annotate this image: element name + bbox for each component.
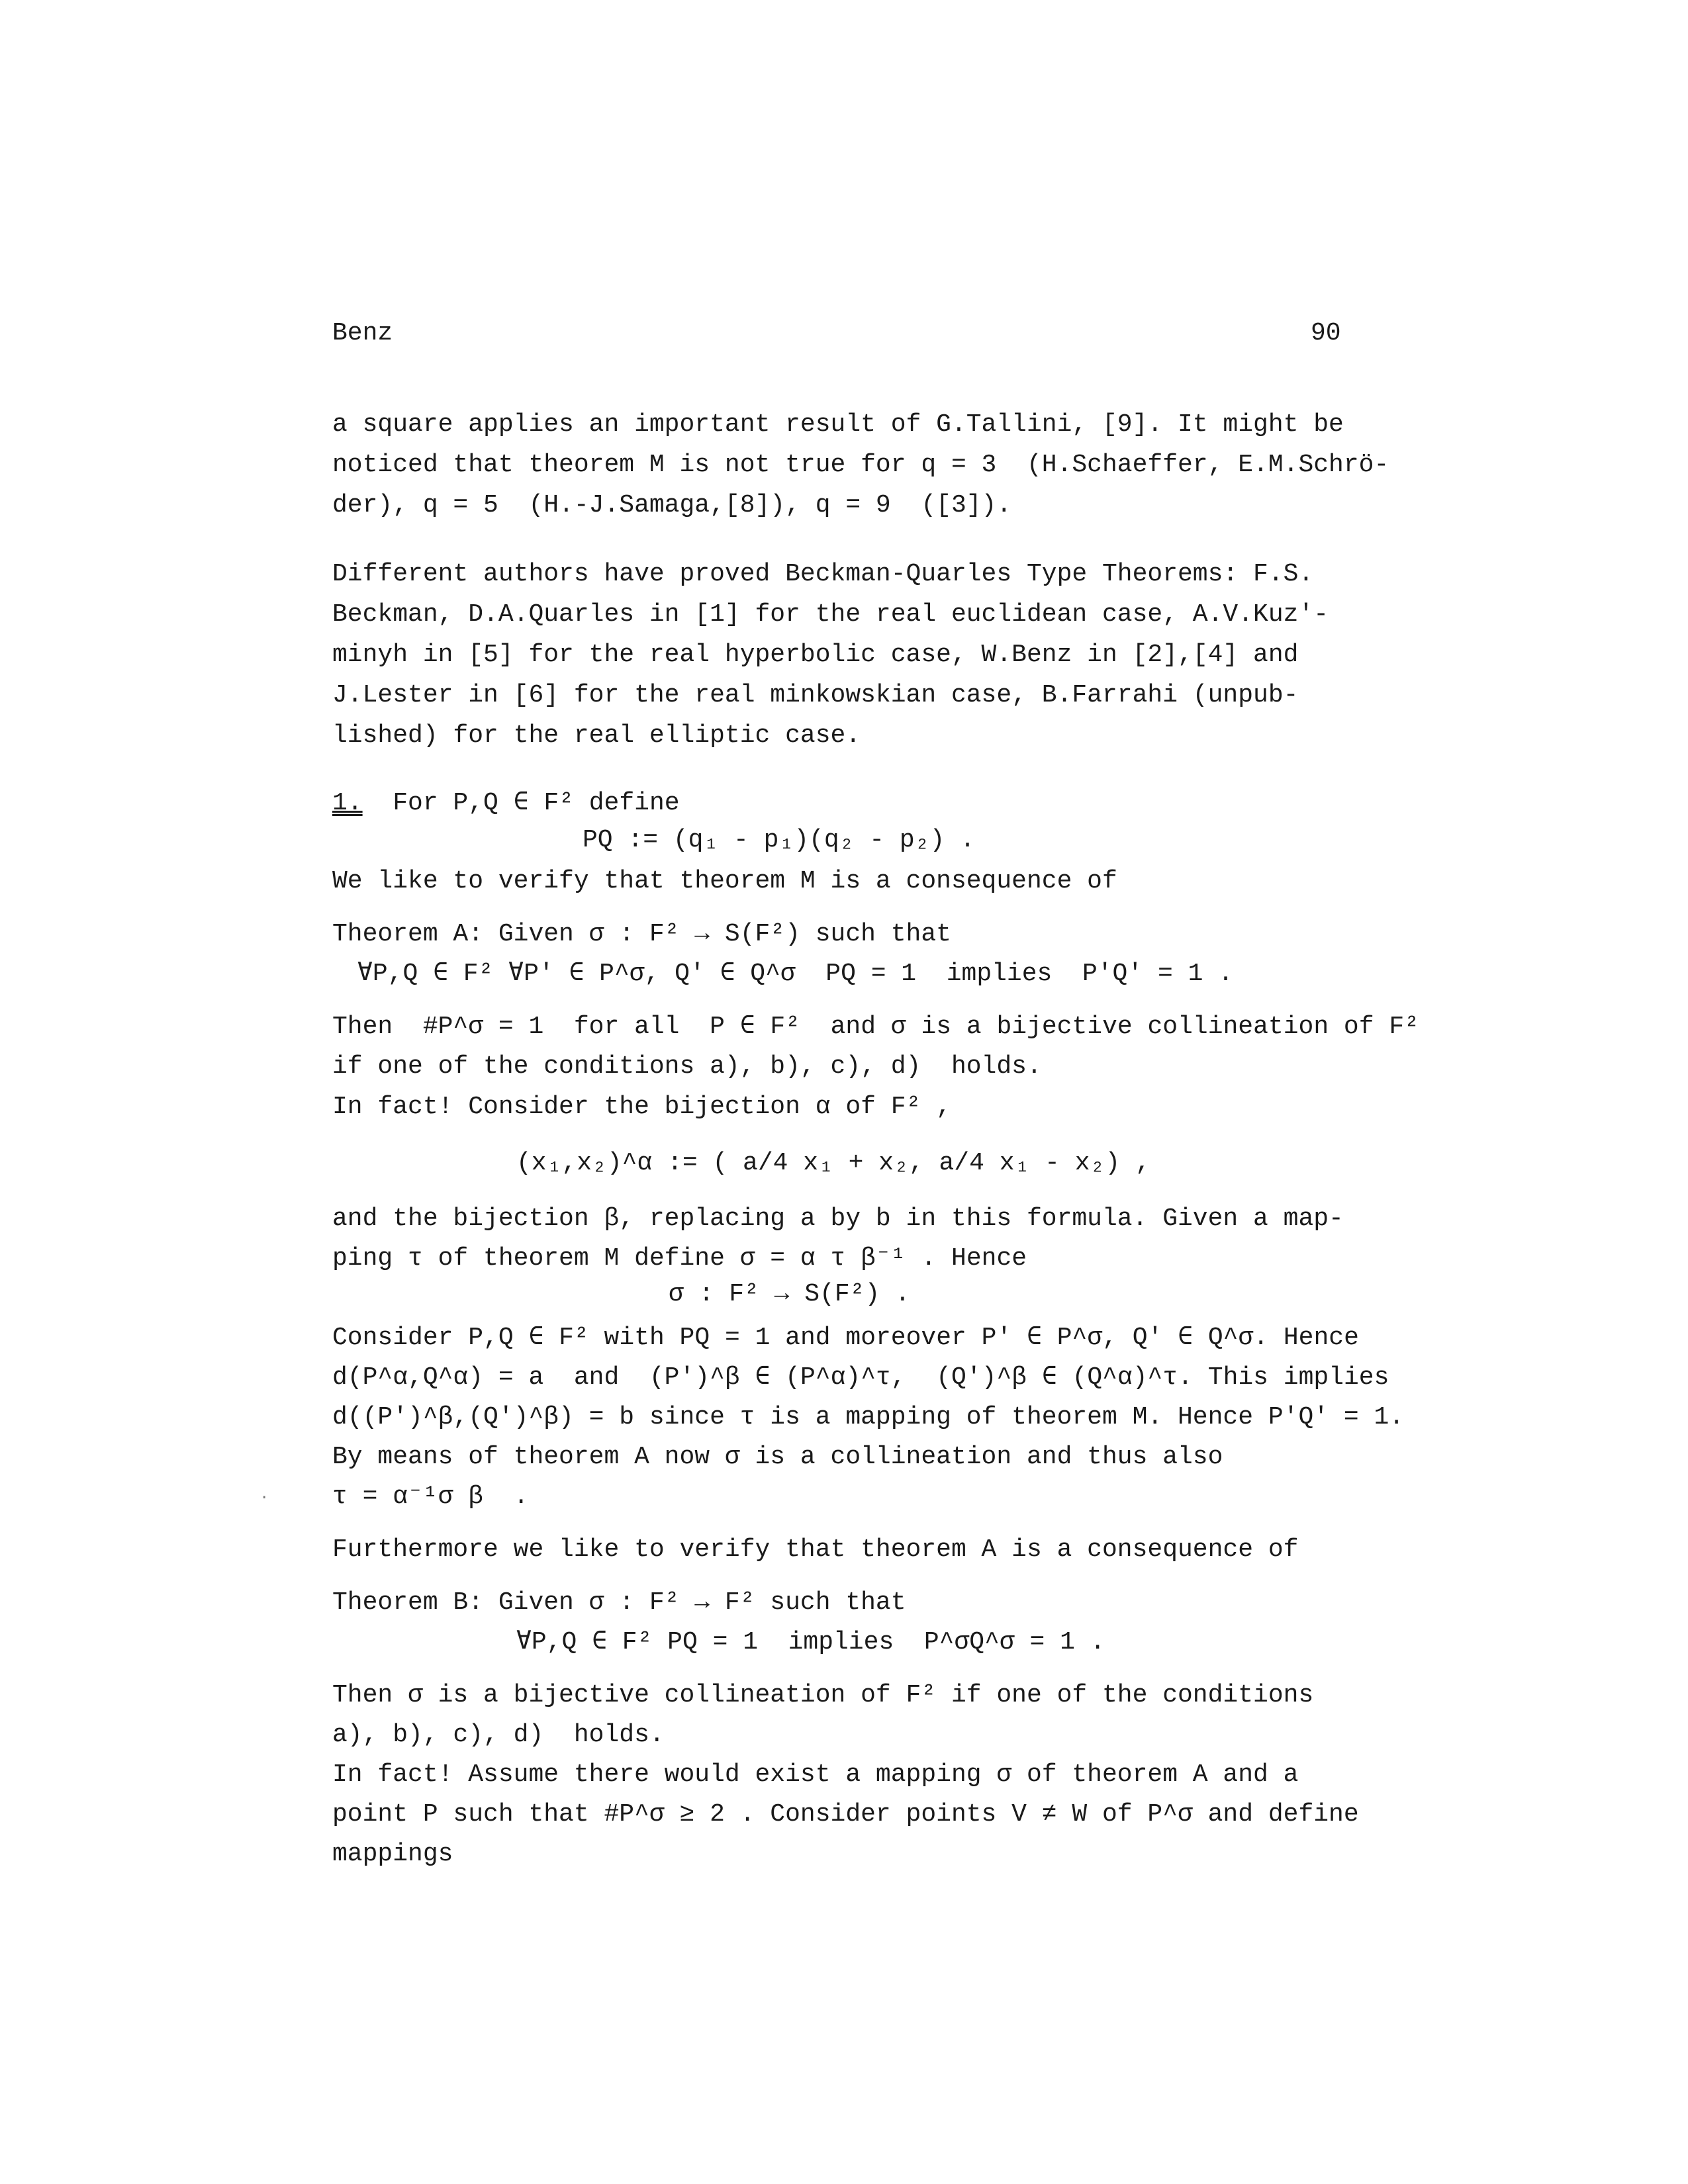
paragraph-line: d(P^α,Q^α) = a and (P')^β ∈ (P^α)^τ, (Q')^β ∈ (Q^α)^τ. This implies bbox=[332, 1363, 1389, 1392]
paragraph-line: Beckman, D.A.Quarles in [1] for the real euclidean case, A.V.Kuz'- bbox=[332, 600, 1329, 629]
paragraph-line: By means of theorem A now σ is a collineation and thus also bbox=[332, 1443, 1223, 1471]
paragraph-line: lished) for the real elliptic case. bbox=[332, 721, 861, 750]
paragraph-line: and the bijection β, replacing a by b in this formula. Given a map- bbox=[332, 1205, 1344, 1233]
paragraph-line: Then #P^σ = 1 for all P ∈ F² and σ is a bijective collineation of F² bbox=[332, 1013, 1419, 1041]
paragraph-line: Then σ is a bijective collineation of F² if one of the conditions bbox=[332, 1681, 1314, 1709]
paragraph-line: In fact! Assume there would exist a mapping σ of theorem A and a bbox=[332, 1760, 1299, 1789]
paragraph-line: a square applies an important result of G.Tallini, [9]. It might be bbox=[332, 410, 1344, 439]
theorem-a-statement: Theorem A: Given σ : F² → S(F²) such that bbox=[332, 920, 951, 948]
running-header-author: Benz bbox=[332, 319, 393, 347]
theorem-a-condition: ∀P,Q ∈ F² ∀P' ∈ P^σ, Q' ∈ Q^σ PQ = 1 implies P'Q' = 1 . bbox=[357, 960, 1233, 988]
paragraph-line: In fact! Consider the bijection α of F² , bbox=[332, 1093, 951, 1121]
paragraph-line: ping τ of theorem M define σ = α τ β⁻¹ . Hence bbox=[332, 1244, 1027, 1273]
theorem-b-statement: Theorem B: Given σ : F² → F² such that bbox=[332, 1588, 906, 1617]
section-number: 1. bbox=[332, 789, 363, 817]
margin-mark: · bbox=[259, 1489, 269, 1507]
tau-formula: τ = α⁻¹σ β . bbox=[332, 1482, 529, 1511]
paragraph-line: d((P')^β,(Q')^β) = b since τ is a mapping of theorem M. Hence P'Q' = 1. bbox=[332, 1403, 1405, 1432]
section-intro-line bbox=[332, 789, 680, 818]
page-number: 90 bbox=[1311, 319, 1341, 347]
theorem-b-condition: ∀P,Q ∈ F² PQ = 1 implies P^σQ^σ = 1 . bbox=[516, 1628, 1105, 1657]
paragraph-line: mappings bbox=[332, 1840, 453, 1868]
paragraph-line: point P such that #P^σ ≥ 2 . Consider points V ≠ W of P^σ and define bbox=[332, 1800, 1359, 1829]
section-intro: For P,Q ∈ F² define bbox=[393, 789, 680, 817]
definition-formula: PQ := (q₁ - p₁)(q₂ - p₂) . bbox=[583, 826, 975, 854]
paragraph-line: if one of the conditions a), b), c), d) holds. bbox=[332, 1052, 1042, 1081]
paragraph-line: minyh in [5] for the real hyperbolic case, W.Benz in [2],[4] and bbox=[332, 641, 1299, 669]
paragraph-line: Different authors have proved Beckman-Quarles Type Theorems: F.S. bbox=[332, 560, 1314, 588]
paragraph-line: noticed that theorem M is not true for q = 3 (H.Schaeffer, E.M.Schrö- bbox=[332, 451, 1389, 479]
paragraph-line: We like to verify that theorem M is a consequence of bbox=[332, 867, 1117, 895]
paragraph-line: Consider P,Q ∈ F² with PQ = 1 and moreover P' ∈ P^σ, Q' ∈ Q^σ. Hence bbox=[332, 1324, 1359, 1352]
paragraph-line: der), q = 5 (H.-J.Samaga,[8]), q = 9 ([3]). bbox=[332, 491, 1012, 520]
alpha-formula: (x₁,x₂)^α := ( a/4 x₁ + x₂, a/4 x₁ - x₂) , bbox=[516, 1149, 1150, 1177]
paragraph-line: Furthermore we like to verify that theorem A is a consequence of bbox=[332, 1535, 1299, 1564]
paragraph-line: J.Lester in [6] for the real minkowskian case, B.Farrahi (unpub- bbox=[332, 681, 1299, 709]
paragraph-line: a), b), c), d) holds. bbox=[332, 1721, 665, 1749]
sigma-formula: σ : F² → S(F²) . bbox=[669, 1280, 910, 1308]
